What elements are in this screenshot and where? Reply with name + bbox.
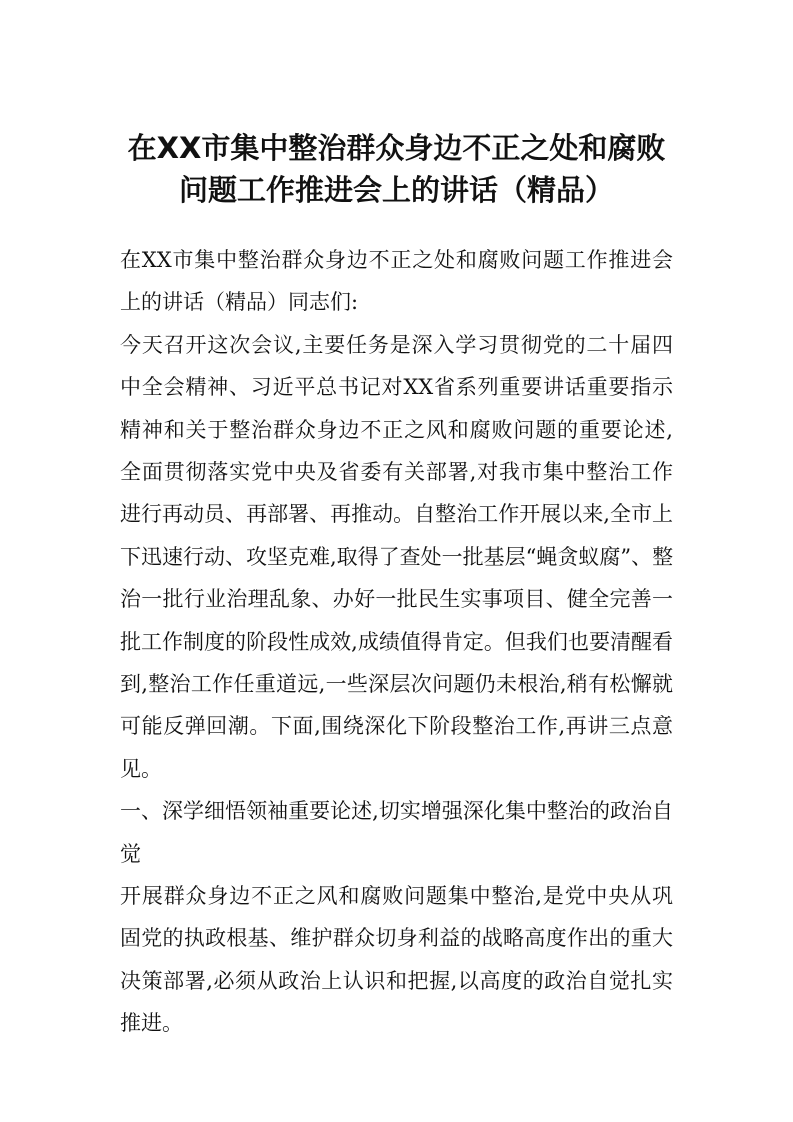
text-line: 全面贯彻落实党中央及省委有关部署,对我市集中整治工作 (120, 460, 673, 484)
text-line: 批工作制度的阶段性成效,成绩值得肯定。但我们也要清醒看 (120, 629, 673, 654)
text-line: 到,整治工作任重道远,一些深层次问题仍未根治,稍有松懈就 (120, 672, 673, 696)
text-line: 上的讲话（精品）同志们: (120, 290, 359, 315)
text-line: 见。 (120, 756, 162, 781)
text-line: 开展群众身边不正之风和腐败问题集中整治,是党中央从巩 (120, 884, 673, 908)
text-line: 在XX市集中整治群众身边不正之处和腐败问题工作推进会 (120, 248, 673, 272)
text-line: 今天召开这次会议,主要任务是深入学习贯彻党的二十届四 (120, 332, 673, 357)
title-line: 问题工作推进会上的讲话（精品） (178, 173, 614, 207)
text-line: 固党的执政根基、维护群众切身利益的战略高度作出的重大 (120, 926, 673, 951)
text-line: 中全会精神、习近平总书记对XX省系列重要讲话重要指示 (120, 375, 673, 400)
text-line: 精神和关于整治群众身边不正之风和腐败问题的重要论述, (120, 417, 673, 442)
text-line: 一、深学细悟领袖重要论述,切实增强深化集中整治的政治自 (120, 799, 673, 824)
text-line: 觉 (120, 841, 141, 866)
text-line: 进行再动员、再部署、再推动。自整治工作开展以来,全市上 (120, 502, 673, 527)
text-line: 治一批行业治理乱象、办好一批民生实事项目、健全完善一 (120, 587, 673, 612)
text-line: 可能反弹回潮。下面,围绕深化下阶段整治工作,再讲三点意 (120, 714, 673, 739)
text-line: 决策部署,必须从政治上认识和把握,以高度的政治自觉扎实 (120, 968, 673, 993)
text-line: 下迅速行动、攻坚克难,取得了查处一批基层“蝇贪蚁腐”、整 (120, 544, 674, 569)
title-line: 在XX市集中整治群众身边不正之处和腐败 (127, 131, 666, 165)
text-line: 推进。 (120, 1011, 183, 1036)
